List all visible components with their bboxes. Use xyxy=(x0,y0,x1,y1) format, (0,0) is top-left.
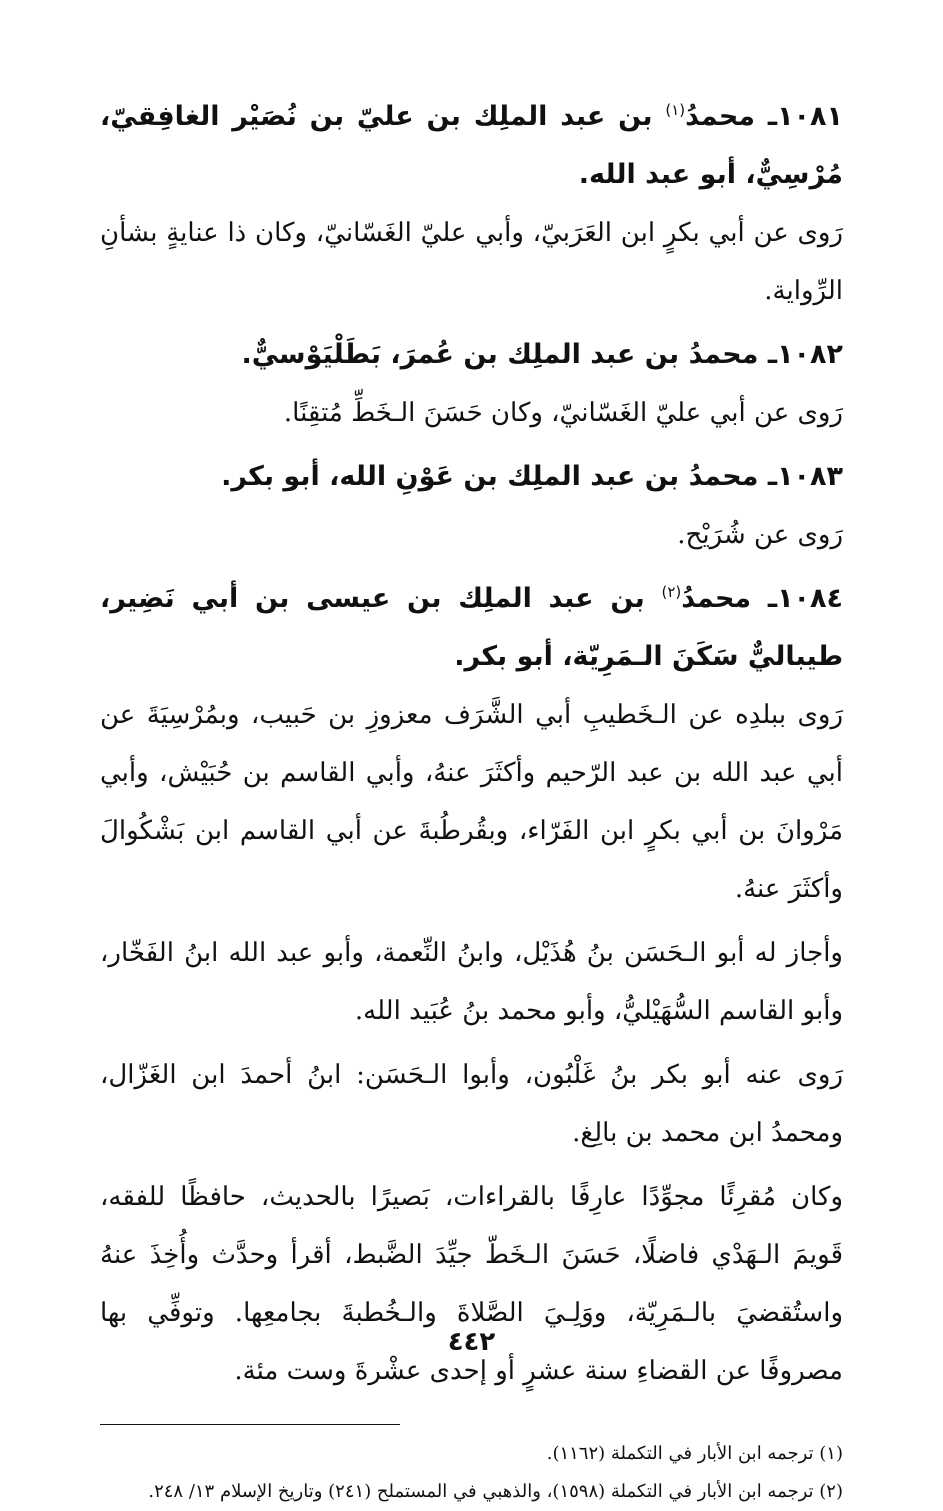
entry-paragraph: رَوى ببلدِه عن الـخَطيبِ أبي الشَّرَف معزوزِ بن حَبيب، وبمُرْسِيَةَ عن أبي عبد الله بن عبد الرّحيم وأكثَرَ عنهُ، وأبي القاسم بن حُبَيْش، وأبي مَرْوانَ بن أبي بكرٍ ابن الفَرّاء، وبقُرطُبةَ عن أبي القاسم ابن بَشْكُوالَ وأكثَرَ عنهُ. xyxy=(100,700,843,904)
entry-title-rest: بن عبد الملِك بن عيسى بن أبي نَضِير، طيباليٌّ سَكَنَ الـمَرِيّة، أبو بكر. xyxy=(100,583,843,672)
entry-title-rest: بن عبد الملِك بن عُمرَ، بَطَلْيَوْسيٌّ. xyxy=(241,339,689,370)
entry-name: محمدُ xyxy=(685,101,756,132)
entry-paragraph: رَوى عنه أبو بكر بنُ غَلْبُون، وأبوا الـحَسَن: ابنُ أحمدَ ابن الغَزّال، ومحمدُ ابن محمد بن بالِغ. xyxy=(100,1060,843,1148)
entry-1081 xyxy=(100,88,843,320)
entry-name: محمدُ xyxy=(681,583,752,614)
footnote-marker: (١) xyxy=(665,101,686,119)
entry-title-rest: بن عبد الملِك بن عليّ بن نُصَيْر الغافِقيّ، مُرْسِيٌّ، أبو عبد الله. xyxy=(100,101,843,190)
entry-number: ١٠٨٣ـ xyxy=(767,461,843,492)
footnote-marker: (٢) xyxy=(661,583,682,601)
entry-paragraph: وكان مُقرِئًا مجوِّدًا عارِفًا بالقراءات، بَصيرًا بالحديث، حافظًا للفقه، قَويمَ الـهَدْي فاضلًا، حَسَنَ الـخَطّ جيِّدَ الضَّبط، أقرأ وحدَّث وأُخِذَ عنهُ واستُقضيَ بالـمَرِيّة، ووَلِـيَ الصَّلاةَ والـخُطبةَ بجامعِها. وتوفِّي بها مصروفًا عن القضاءِ سنة عشرٍ أو إحدى عشْرةَ وست مئة. xyxy=(100,1182,843,1386)
entry-paragraph: رَوى عن أبي عليّ الغَسّانيّ، وكان حَسَنَ الـخَطِّ مُتقِنًا. xyxy=(283,398,843,428)
entry-paragraph: وأجاز له أبو الـحَسَن بنُ هُذَيْل، وابنُ النِّعمة، وأبو عبد الله ابنُ الفَخّار، وأبو القاسم السُّهَيْليُّ، وأبو محمد بنُ عُبَيد الله. xyxy=(100,938,843,1026)
footnote-separator xyxy=(100,1424,400,1425)
entry-title xyxy=(100,326,843,384)
footnotes xyxy=(100,1435,843,1511)
entry-1083 xyxy=(100,448,843,564)
entry-paragraph: رَوى عن شُرَيْح. xyxy=(677,520,843,550)
entry-number: ١٠٨٤ـ xyxy=(767,583,843,614)
entry-1082 xyxy=(100,326,843,442)
page-content xyxy=(100,88,843,1502)
footnote-2: (٢) ترجمه ابن الأبار في التكملة (١٥٩٨)، والذهبي في المستملح (٢٤١) وتاريخ الإسلام ١٣/ ٢٤٨. xyxy=(148,1481,843,1502)
entry-number: ١٠٨٢ـ xyxy=(767,339,843,370)
entry-title xyxy=(100,570,843,686)
entry-title xyxy=(100,88,843,204)
page-number: ٤٤٢ xyxy=(447,1327,496,1357)
entry-1084 xyxy=(100,570,843,1400)
entry-name: محمدُ xyxy=(688,461,759,492)
entry-title xyxy=(100,448,843,506)
entry-title-rest: بن عبد الملِك بن عَوْنِ الله، أبو بكر. xyxy=(221,461,689,492)
entry-number: ١٠٨١ـ xyxy=(767,101,843,132)
footnote-1: (١) ترجمه ابن الأبار في التكملة (١١٦٢). xyxy=(546,1443,843,1464)
entry-paragraph: رَوى عن أبي بكرٍ ابن العَرَبيّ، وأبي عليّ الغَسّانيّ، وكان ذا عنايةٍ بشأنِ الرِّواية. xyxy=(100,218,843,306)
entry-name: محمدُ xyxy=(688,339,759,370)
